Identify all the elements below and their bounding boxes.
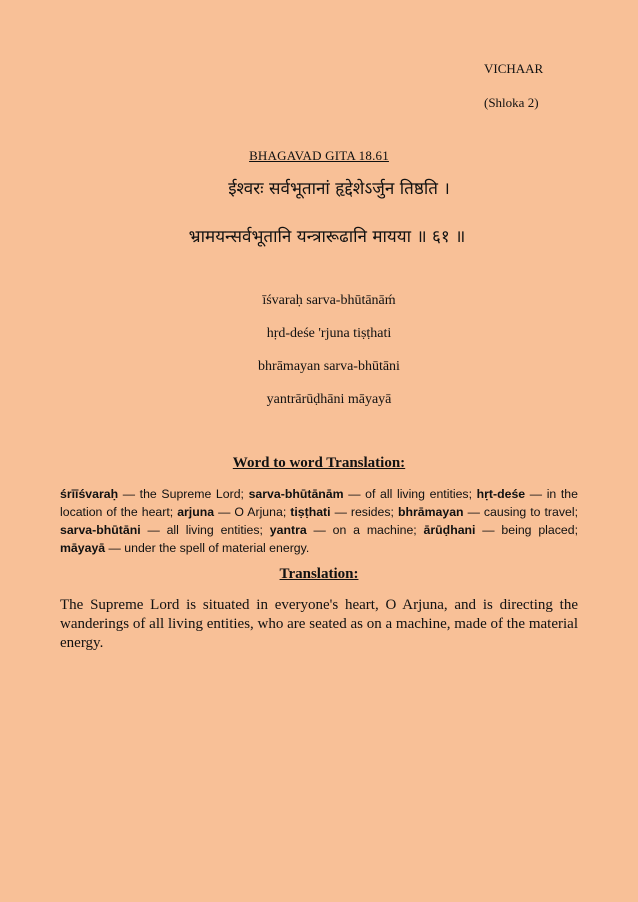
- wtw-meaning: — O Arjuna;: [214, 505, 291, 519]
- wtw-term: bhrāmayan: [397, 505, 464, 519]
- translation-paragraph: The Supreme Lord is situated in everyone's heart, O Arjuna, and is directing the wanderings of all living entities, who are seated as on a machine, made of the material energy.: [60, 597, 578, 651]
- wtw-meaning: — in the location of the heart;: [60, 487, 578, 519]
- wtw-term: sarva-bhūtānām: [248, 487, 344, 501]
- transliteration-line-3: bhrāmayan sarva-bhūtāni: [258, 359, 400, 374]
- wtw-meaning: — of all living entities;: [343, 487, 477, 501]
- verse-reference: BHAGAVAD GITA 18.61: [249, 148, 389, 163]
- wtw-term: ārūḍhani: [423, 523, 476, 537]
- wtw-meaning: — all living entities;: [140, 523, 270, 537]
- wtw-meaning: — the Supreme Lord;: [118, 487, 249, 501]
- wtw-meaning: — on a machine;: [306, 523, 424, 537]
- wtw-term: śrīīśvaraḥ: [60, 487, 119, 501]
- wtw-meaning: — under the spell of material energy.: [105, 541, 310, 555]
- header-block: [484, 60, 543, 112]
- devanagari-line-2: भ्रामयन्सर्वभूतानि यन्त्रारूढानि मायया ॥ ६१ ॥: [188, 227, 466, 247]
- wtw-term: yantra: [269, 523, 307, 537]
- series-title: VICHAAR: [484, 61, 544, 76]
- wtw-term: tiṣṭhati: [290, 505, 331, 519]
- transliteration-line-2: hṛd-deśe 'rjuna tiṣṭhati: [266, 326, 392, 341]
- devanagari-line-1: ईश्वरः सर्वभूतानां हृद्देशेऽर्जुन तिष्ठति ।: [228, 179, 450, 199]
- word-to-word-heading: Word to word Translation:: [232, 455, 406, 471]
- transliteration-line-4: yantrārūḍhāni māyayā: [266, 392, 392, 407]
- wtw-meaning: — being placed;: [475, 523, 578, 537]
- transliteration-line-1: īśvaraḥ sarva-bhūtānāḿ: [262, 293, 396, 308]
- wtw-term: sarva-bhūtāni: [60, 523, 141, 537]
- translation-heading: Translation:: [279, 566, 359, 582]
- wtw-term: hṛt-deśe: [476, 487, 526, 501]
- wtw-term: māyayā: [60, 541, 106, 555]
- wtw-meaning: — resides;: [330, 505, 398, 519]
- word-to-word-paragraph: [60, 485, 578, 557]
- wtw-meaning: — causing to travel;: [463, 505, 578, 519]
- shloka-number: (Shloka 2): [484, 95, 539, 110]
- wtw-term: arjuna: [177, 505, 215, 519]
